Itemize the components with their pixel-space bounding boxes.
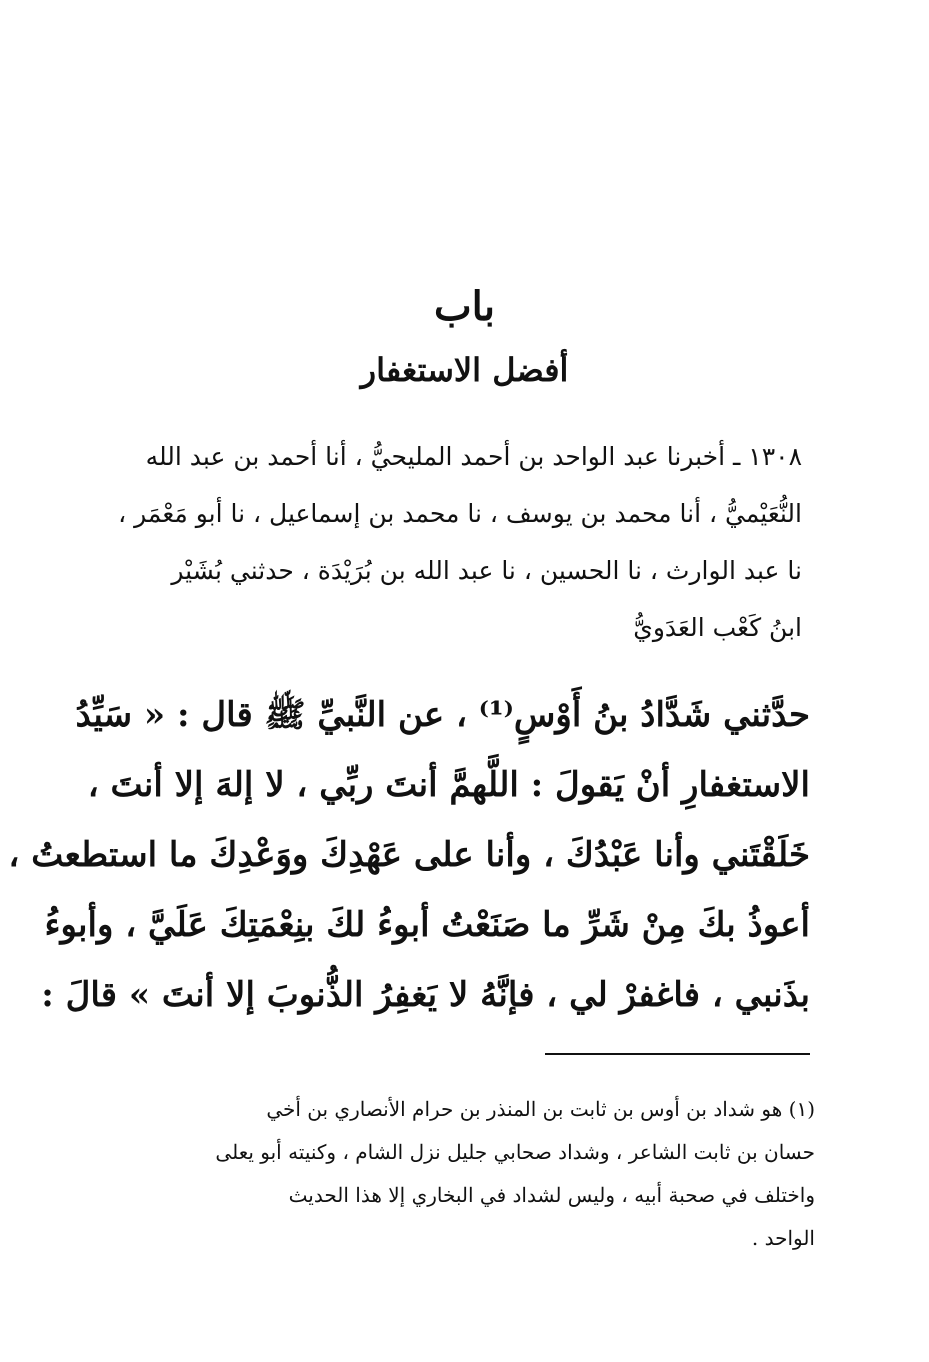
isnad-line: ١٣٠٨ ـ أخبرنا عبد الواحد بن أحمد المليحيُّ ، أنا أحمد بن عبد الله <box>145 442 802 471</box>
footnote-line: الواحد . <box>751 1226 815 1250</box>
footnote <box>150 1088 815 1260</box>
footnote-line: (١) هو شداد بن أوس بن ثابت بن المنذر بن حرام الأنصاري بن أخي <box>266 1097 815 1121</box>
hadith-isnad <box>118 428 802 656</box>
matn-line: حدَّثني شَدَّادُ بنُ أَوْسٍ⁽¹⁾ ، عن النَّبيِّ ﷺ قال : « سَيِّدُ <box>75 695 810 735</box>
hadith-matn <box>8 680 810 1030</box>
matn-line: الاستغفارِ أنْ يَقولَ : اللَّهمَّ أنتَ ربِّي ، لا إلهَ إلا أنتَ ، <box>87 765 810 805</box>
matn-line: أعوذُ بكَ مِنْ شَرِّ ما صَنَعْتُ أبوءُ لكَ بنِعْمَتِكَ عَلَيَّ ، وأبوءُ <box>44 905 810 945</box>
isnad-line: النُّعَيْميُّ ، أنا محمد بن يوسف ، نا محمد بن إسماعيل ، نا أبو مَعْمَر ، <box>118 499 802 528</box>
chapter-heading: باب <box>434 283 495 330</box>
chapter-title: أفضل الاستغفار <box>360 351 569 389</box>
footnote-line: حسان بن ثابت الشاعر ، وشداد صحابي جليل نزل الشام ، وكنيته أبو يعلى <box>215 1140 815 1164</box>
footnote-divider <box>545 1053 810 1055</box>
isnad-line: نا عبد الوارث ، نا الحسين ، نا عبد الله بن بُرَيْدَة ، حدثني بُشَيْر <box>171 556 802 585</box>
isnad-line: ابنُ كَعْب العَدَويُّ <box>633 613 802 642</box>
matn-line: خَلَقْتَني وأنا عَبْدُكَ ، وأنا على عَهْدِكَ ووَعْدِكَ ما استطعتُ ، <box>8 835 810 875</box>
matn-line: بذَنبي ، فاغفرْ لي ، فإنَّهُ لا يَغفِرُ الذُّنوبَ إلا أنتَ » قالَ : <box>41 975 810 1015</box>
footnote-line: واختلف في صحبة أبيه ، وليس لشداد في البخاري إلا هذا الحديث <box>288 1183 815 1207</box>
